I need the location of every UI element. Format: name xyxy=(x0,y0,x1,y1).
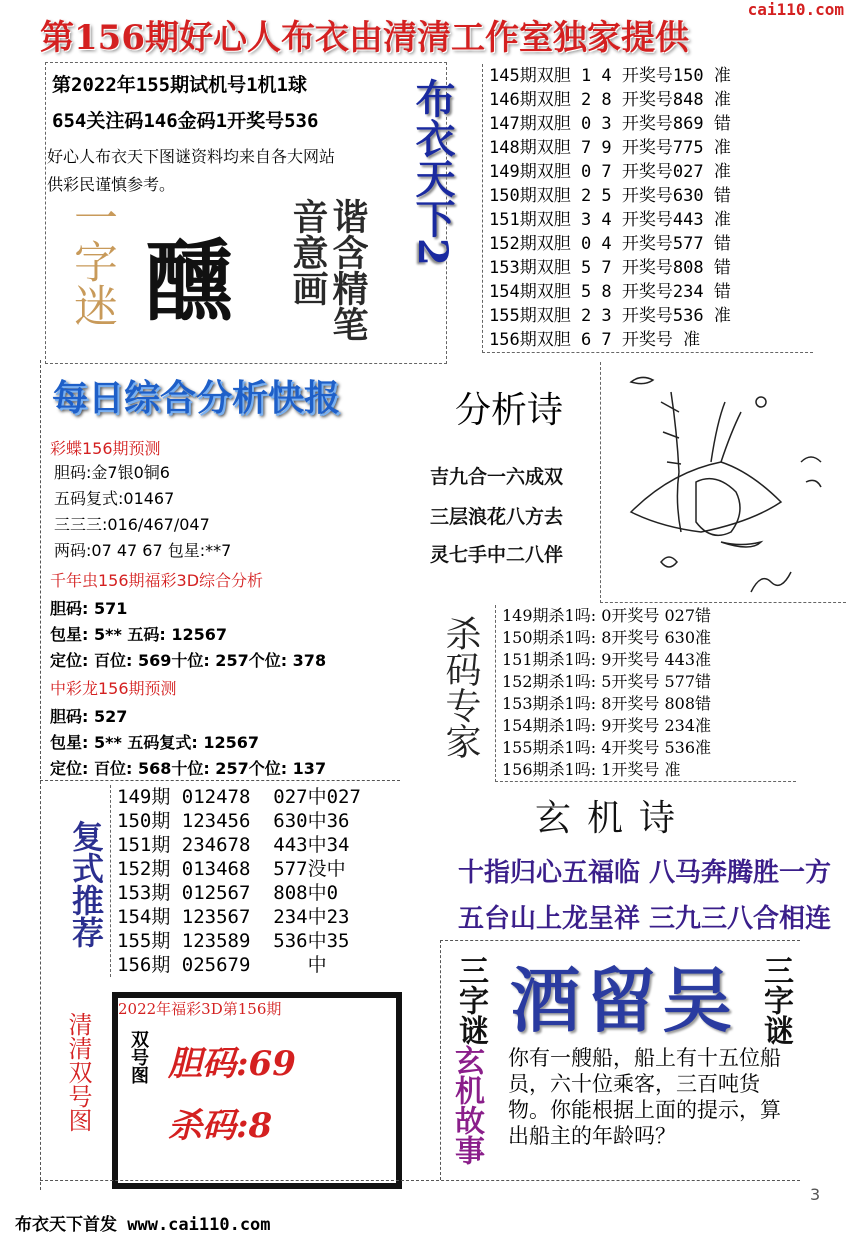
history-row: 150期双胆 2 5 开奖号630 错 xyxy=(489,186,731,206)
history-row: 153期双胆 5 7 开奖号808 错 xyxy=(489,258,731,278)
recommend-row: 149期 012478 027中027 xyxy=(117,786,361,808)
xuanji-line: 五台山上龙呈祥 三九三八合相连 xyxy=(458,904,832,934)
site-badge[interactable]: cai110.com xyxy=(747,0,844,19)
poem-line: 吉九合一六成双 xyxy=(430,466,564,488)
kill-code-row: 151期杀1吗: 9开奖号 443准 xyxy=(502,650,712,669)
trial-number-line: 第2022年155期试机号1机1球 xyxy=(52,74,307,96)
pair-chart-box xyxy=(112,992,402,1189)
recommend-row: 155期 123589 536中35 xyxy=(117,930,350,952)
brand-vertical xyxy=(402,78,462,275)
caidie-line: 三三三:016/467/047 xyxy=(54,515,210,534)
recommend-row: 150期 123456 630中36 xyxy=(117,810,350,832)
disclaimer-line-2: 供彩民谨慎参考。 xyxy=(47,175,176,194)
pair-chart-heading: 2022年福彩3D第156期 xyxy=(118,1000,282,1018)
riddle-character: 醺 xyxy=(145,229,234,333)
xuanji-poem-title: 玄机诗 xyxy=(535,798,692,839)
caidie-line: 两码:07 47 67 包星:**7 xyxy=(54,541,232,560)
riddle-type-label xyxy=(62,195,120,338)
qiannian-line: 包星: 5** 五码: 12567 xyxy=(50,625,228,644)
zhongcailong-line: 包星: 5** 五码复式: 12567 xyxy=(50,733,260,752)
history-row: 155期双胆 2 3 开奖号536 准 xyxy=(489,306,731,326)
zhongcailong-line: 定位: 百位: 568十位: 257个位: 137 xyxy=(50,759,327,778)
pair-dan-code: 胆码:69 xyxy=(168,1044,296,1084)
daily-report-banner: 每日综合分析快报 xyxy=(52,378,341,419)
history-row: 151期双胆 3 4 开奖号443 准 xyxy=(489,210,731,230)
history-row: 148期双胆 7 9 开奖号775 准 xyxy=(489,138,731,158)
recommend-table xyxy=(110,785,401,977)
recommend-row: 151期 234678 443中34 xyxy=(117,834,350,856)
recommend-label xyxy=(60,820,112,956)
recommend-row: 152期 013468 577没中 xyxy=(117,858,346,880)
analysis-poem-title: 分析诗 xyxy=(455,390,564,431)
qiannian-heading: 千年虫156期福彩3D综合分析 xyxy=(50,571,264,590)
divider xyxy=(440,940,800,941)
pair-chart-sublabel-text: 双号图 xyxy=(128,1030,149,1084)
recommend-label-text: 复式推荐 xyxy=(67,820,105,948)
xuanji-line: 十指归心五福临 八马奔腾胜一方 xyxy=(458,858,832,888)
kill-code-row: 156期杀1吗: 1开奖号 准 xyxy=(502,760,681,779)
divider xyxy=(40,360,41,1190)
pair-chart-label-text: 清清双号图 xyxy=(64,1012,92,1132)
kill-code-row: 154期杀1吗: 9开奖号 234准 xyxy=(502,716,712,735)
history-table xyxy=(482,64,813,353)
history-row: 146期双胆 2 8 开奖号848 准 xyxy=(489,90,731,110)
caidie-line: 胆码:金7银0铜6 xyxy=(54,463,170,482)
three-word-label-left xyxy=(445,955,495,1053)
zhongcailong-heading: 中彩龙156期预测 xyxy=(50,679,177,698)
footer-text[interactable]: 布衣天下首发 www.cai110.com xyxy=(15,1215,271,1235)
three-word-label-right xyxy=(750,955,800,1053)
poem-line: 三层浪花八方去 xyxy=(430,506,564,528)
focus-code-line: 654关注码146金码1开奖号536 xyxy=(52,110,319,132)
recommend-row: 153期 012567 808中0 xyxy=(117,882,339,904)
history-row: 152期双胆 0 4 开奖号577 错 xyxy=(489,234,731,254)
kill-code-row: 153期杀1吗: 8开奖号 808错 xyxy=(502,694,712,713)
divider xyxy=(40,1180,800,1181)
three-word-label-text: 三字谜 xyxy=(758,955,793,1045)
history-row: 149期双胆 0 7 开奖号027 准 xyxy=(489,162,731,182)
story-label xyxy=(440,1045,492,1174)
divider xyxy=(440,940,441,1180)
kill-code-row: 150期杀1吗: 8开奖号 630准 xyxy=(502,628,712,647)
caidie-heading: 彩蝶156期预测 xyxy=(50,439,161,458)
caidie-line: 五码复式:01467 xyxy=(54,489,175,508)
brand-vertical-text: 布衣天下2 xyxy=(409,78,456,266)
history-row: 147期双胆 0 3 开奖号869 错 xyxy=(489,114,731,134)
riddle-type-text: 一字迷 xyxy=(66,195,117,327)
story-text: 你有一艘船，船上有十五位船员，六十位乘客，三百吨货物。你能根据上面的提示，算出船主的年龄吗？ xyxy=(508,1046,781,1148)
pair-chart-label xyxy=(60,1012,96,1139)
kill-code-row: 152期杀1吗: 5开奖号 577错 xyxy=(502,672,712,691)
kill-code-table xyxy=(495,605,796,782)
corner-mark: 3 xyxy=(810,1185,821,1204)
story-label-text: 玄机故事 xyxy=(449,1045,484,1165)
history-row: 154期双胆 5 8 开奖号234 错 xyxy=(489,282,731,302)
disclaimer-line: 好心人布衣天下图谜资料均来自各大网站 xyxy=(47,147,336,166)
rabbit-sketch-image xyxy=(600,362,846,603)
recommend-row: 156期 025679 中 xyxy=(117,954,327,976)
qiannian-line: 胆码: 571 xyxy=(50,599,128,618)
three-word-riddle: 酒留吴 xyxy=(510,959,738,1042)
kill-code-label xyxy=(430,615,490,769)
zhongcailong-line: 胆码: 527 xyxy=(50,707,128,726)
rabbit-sketch-icon xyxy=(601,362,846,602)
poem-line: 灵七手中二八伴 xyxy=(430,544,564,566)
history-row: 145期双胆 1 4 开奖号150 准 xyxy=(489,66,731,86)
history-row: 156期双胆 6 7 开奖号 准 xyxy=(489,330,701,350)
kill-code-row: 155期杀1吗: 4开奖号 536准 xyxy=(502,738,712,757)
kill-code-row: 149期杀1吗: 0开奖号 027错 xyxy=(502,606,712,625)
riddle-hint: 谐含精笔音意画 xyxy=(287,198,369,342)
pair-kill-code: 杀码:8 xyxy=(168,1106,273,1146)
recommend-row: 154期 123567 234中23 xyxy=(117,906,350,928)
pair-chart-sublabel xyxy=(124,1030,150,1093)
divider xyxy=(40,780,400,781)
kill-code-label-text: 杀码专家 xyxy=(440,615,481,759)
qiannian-line: 定位: 百位: 569十位: 257个位: 378 xyxy=(50,651,327,670)
three-word-label-text: 三字谜 xyxy=(453,955,488,1045)
page-title: 第156期好心人布衣由清清工作室独家提供 xyxy=(40,18,689,58)
